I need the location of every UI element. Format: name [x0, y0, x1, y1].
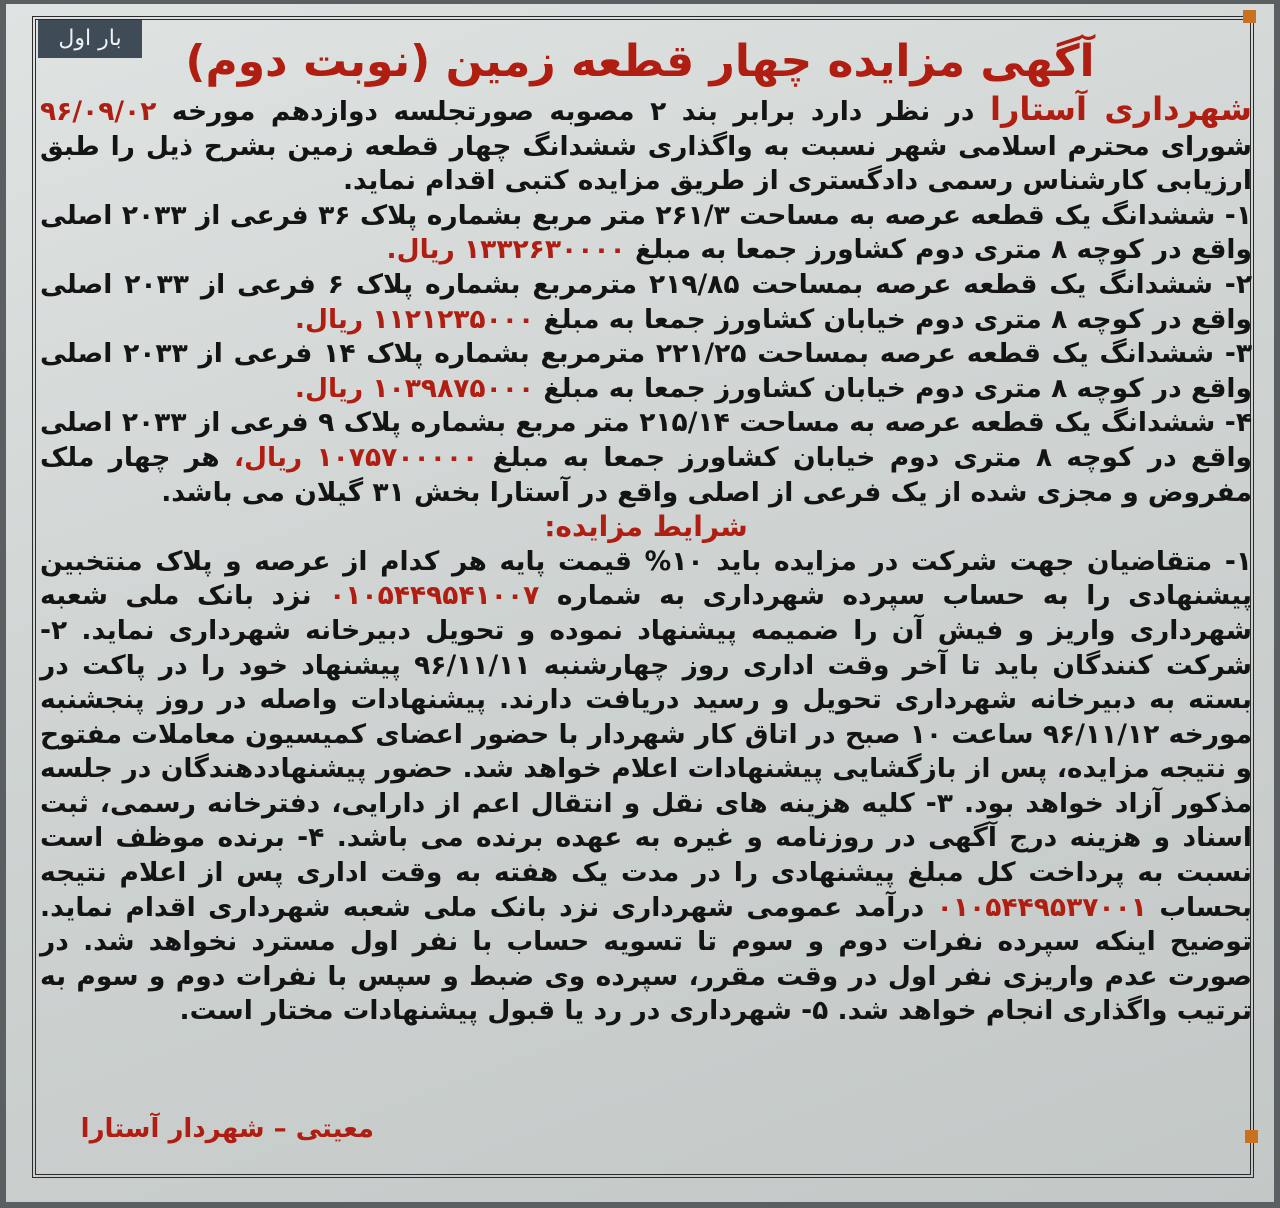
- council-date: ۹۶/۰۹/۰۲: [40, 96, 157, 127]
- conditions-text-1: ۱- متقاضیان جهت شرکت در مزایده باید ۱۰% قیمت پایه هر کدام از عرصه و پلاک منتخبین پیشنهادی را به حساب سپرده شهرداری به شماره: [40, 545, 1252, 612]
- deposit-account-number: ۰۱۰۵۴۴۹۵۴۱۰۰۷: [329, 580, 540, 612]
- corner-mark-top-right: [1243, 10, 1256, 23]
- signature-line: معیتی – شهردار آستارا: [80, 1114, 374, 1144]
- land-item-price: ۱۰۳۹۸۷۵۰۰۰ ریال.: [294, 372, 535, 404]
- land-item-tail: هر چهار ملک مفروض و مجزی شده از یک فرعی از اصلی واقع در آستارا بخش ۳۱ گیلان می باشد.: [40, 441, 1252, 508]
- municipality-name: شهرداری آستارا: [990, 90, 1253, 128]
- conditions-text-2: نزد بانک ملی شعبه شهرداری واریز و فیش آن را ضمیمه پیشنهاد نموده و تحویل دبیرخانه شهرداری نماید. ۲- شرکت کنندگان باید تا آخر وقت اداری روز چهارشنبه ۹۶/۱۱/۱۱ پیشنهاد خود را در پاکت در بسته به دبیرخانه شهرداری تحویل و رسید دریافت دارند. پیشنهادات واصله در روز پنجشنبه مورخه ۹۶/۱۱/۱۲ ساعت ۱۰ صبح در اتاق کار شهردار با حضور اعضای کمیسیون معاملات مفتوح و نتیجه مزایده، پس از بازگشایی پیشنهادات اعلام خواهد شد. حضور پیشنهاددهندگان در جلسه مذکور آزاد خواهد بود. ۳- کلیه هزینه های نقل و انتقال اعم از دارایی، دفترخانه رسمی، ثبت اسناد و هزینه درج آگهی در روزنامه و غیره به عهده برنده می باشد. ۴- برنده موظف است نسبت به پرداخت کل مبلغ پیشنهادی را در مدت یک هفته به وقت اداری پس از اعلام نتیجه بحساب: [40, 580, 1253, 923]
- land-item-text: ۱- ششدانگ یک قطعه عرصه به مساحت ۲۶۱/۳ متر مربع بشماره پلاک ۳۶ فرعی از ۲۰۳۳ اصلی واقع در کوچه ۸ متری دوم کشاورز جمعا به مبلغ: [40, 199, 1252, 266]
- ad-title: آگهی مزایده چهار قطعه زمین (نوبت دوم): [185, 36, 1095, 87]
- land-item-price: ۱۱۲۱۲۳۵۰۰۰ ریال.: [294, 303, 535, 335]
- intro-paragraph: [40, 92, 1252, 199]
- insertion-badge: بار اول: [38, 20, 142, 58]
- land-item-text: ۳- ششدانگ یک قطعه عرصه بمساحت ۲۲۱/۲۵ مترمربع بشماره پلاک ۱۴ فرعی از ۲۰۳۳ اصلی واقع در کوچه ۸ متری دوم خیابان کشاورز جمعا به مبلغ: [40, 338, 1253, 404]
- corner-mark-bottom-right: [1245, 1130, 1258, 1143]
- land-item: [40, 268, 1252, 337]
- conditions-text-3: درآمد عمومی شهرداری نزد بانک ملی شعبه شهرداری اقدام نماید. توضیح اینکه سپرده نفرات دوم و سوم تا تسویه حساب با نفر اول مسترد نخواهد شد. در صورت عدم واریزی نفر اول در وقت مقرر، سپرده وی ضبط و سپس با نفرات دوم و سوم به ترتیب واگذاری انجام خواهد شد. ۵- شهرداری در رد یا قبول پیشنهادات مختار است.: [40, 891, 1252, 1027]
- land-item-price: ۱۳۳۲۶۳۰۰۰۰ ریال.: [386, 234, 626, 266]
- ad-body: [40, 92, 1252, 1029]
- conditions-paragraph: [40, 545, 1252, 1029]
- newspaper-clipping: [6, 4, 1274, 1202]
- land-item-price: ۱۰۷۵۷۰۰۰۰۰ ریال،: [233, 441, 479, 473]
- land-item: [40, 199, 1252, 268]
- intro-text-a: در نظر دارد برابر بند ۲ مصوبه صورتجلسه دوازدهم مورخه: [156, 96, 991, 127]
- conditions-heading: شرایط مزایده:: [544, 510, 748, 544]
- land-item-text: ۴- ششدانگ یک قطعه عرصه به مساحت ۲۱۵/۱۴ متر مربع بشماره پلاک ۹ فرعی از ۲۰۳۳ اصلی واقع در کوچه ۸ متری دوم خیابان کشاورز جمعا به مبلغ: [40, 407, 1252, 473]
- revenue-account-number: ۰۱۰۵۴۴۹۵۳۷۰۰۱: [936, 891, 1147, 923]
- intro-text-b: شورای محترم اسلامی شهر نسبت به واگذاری ششدانگ چهار قطعه زمین بشرح ذیل را طبق ارزیابی کارشناس رسمی دادگستری از طریق مزایده کتبی اقدام نماید.: [40, 130, 1252, 197]
- land-item-text: ۲- ششدانگ یک قطعه عرصه بمساحت ۲۱۹/۸۵ مترمربع بشماره پلاک ۶ فرعی از ۲۰۳۳ اصلی واقع در کوچه ۸ متری دوم خیابان کشاورز جمعا به مبلغ: [40, 268, 1252, 335]
- land-item: [40, 337, 1252, 406]
- land-item: [40, 406, 1252, 510]
